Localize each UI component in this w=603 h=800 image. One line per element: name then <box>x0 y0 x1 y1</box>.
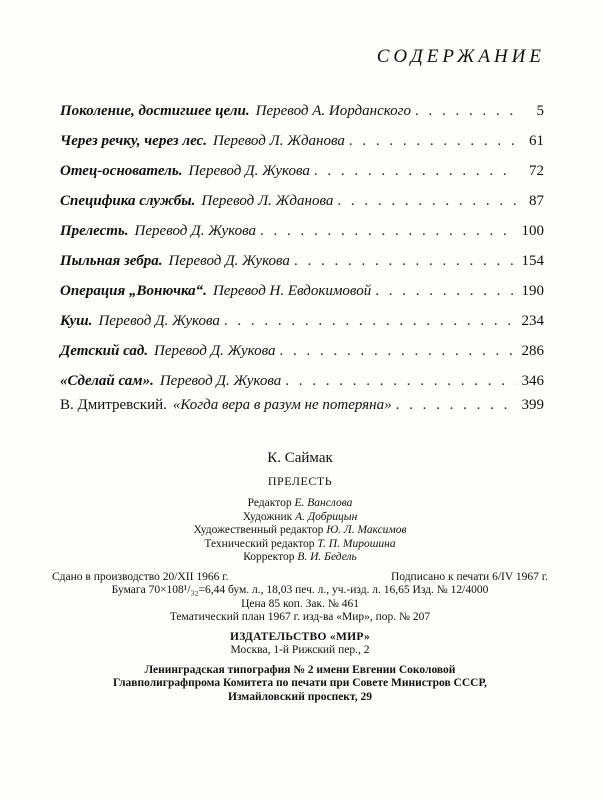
toc-entry <box>60 103 544 133</box>
book-title: ПРЕЛЕСТЬ <box>267 473 333 488</box>
dot-leader <box>314 163 516 180</box>
printer-line: Главполиграфпрома Комитета по печати при Совете Министров СССР, <box>113 677 487 689</box>
toc-page: 5 <box>536 103 544 119</box>
dot-leader <box>294 253 516 270</box>
toc-page: 234 <box>521 313 544 329</box>
paper-format: Бумага 70×108¹/₃₂=6,44 бум. л., 18,03 печ. л., уч.-изд. л. 16,65 Изд. № 12/4000 <box>111 584 489 596</box>
toc-title: Отец-основатель. <box>60 163 183 179</box>
toc-translator: Перевод Д. Жукова <box>188 163 310 179</box>
dot-leader <box>285 373 516 390</box>
toc-entry <box>60 193 544 223</box>
afterword-title: «Когда вера в разум не потеряна» <box>172 397 392 413</box>
credit-role: Редактор <box>247 497 292 509</box>
thematic-plan: Тематический план 1967 г. изд-ва «Мир», пор. № 207 <box>169 611 431 623</box>
printer-line: Измайловский проспект, 29 <box>228 690 372 703</box>
credit-name: Е. Ванслова <box>294 497 353 509</box>
toc-page: 190 <box>521 283 544 299</box>
toc-translator: Перевод А. Иорданского <box>255 103 412 119</box>
toc-afterword <box>60 397 544 421</box>
toc-title: Прелесть. <box>60 223 129 239</box>
toc-title: Пыльная зебра. <box>60 253 163 269</box>
production-info <box>50 571 550 625</box>
toc-translator: Перевод Л. Жданова <box>212 133 345 149</box>
toc-translator: Перевод Н. Евдокимовой <box>212 283 372 299</box>
dot-leader <box>349 133 516 150</box>
afterword-author: В. Дмитревский. <box>60 397 167 413</box>
credit-role: Художник <box>242 510 293 523</box>
production-sent-date: Сдано в производство 20/XII 1966 г. <box>52 570 229 583</box>
toc-entry <box>60 313 544 343</box>
toc-title: «Сделай сам». <box>60 373 154 389</box>
toc-translator: Перевод Д. Жукова <box>98 313 220 329</box>
toc-entry <box>60 343 544 373</box>
toc-title: Специфика службы. <box>60 193 196 209</box>
toc-page: 399 <box>521 397 544 413</box>
credit-line <box>50 551 550 565</box>
print-signed-date: Подписано к печати 6/IV 1967 г. <box>390 570 548 583</box>
toc-entry <box>60 283 544 313</box>
credit-role: Технический редактор <box>204 537 315 550</box>
toc-translator: Перевод Д. Жукова <box>134 223 256 239</box>
toc-translator: Перевод Л. Жданова <box>201 193 334 209</box>
toc-page: 346 <box>521 373 544 389</box>
contents-heading: СОДЕРЖАНИЕ <box>376 46 545 67</box>
printer-info <box>50 664 550 705</box>
toc-translator: Перевод Д. Жукова <box>168 253 290 269</box>
publisher-address: Москва, 1-й Рижский пер., 2 <box>230 644 370 656</box>
credit-line <box>50 511 550 525</box>
toc-page: 286 <box>521 343 544 359</box>
toc-title: Детский сад. <box>60 343 149 359</box>
credit-line <box>50 497 550 511</box>
toc-page: 87 <box>529 193 544 209</box>
dot-leader <box>415 103 516 120</box>
table-of-contents <box>60 103 544 421</box>
dot-leader <box>396 397 516 414</box>
imprint-block <box>50 452 550 704</box>
publisher-name: ИЗДАТЕЛЬСТВО «МИР» <box>229 630 371 643</box>
toc-entry <box>60 163 544 193</box>
printer-line: Ленинградская типография № 2 имени Евгении Соколовой <box>144 663 456 676</box>
credit-line <box>50 538 550 552</box>
dot-leader <box>279 343 516 360</box>
dot-leader <box>224 313 516 330</box>
credit-name: Ю. Л. Максимов <box>326 524 407 536</box>
toc-title: Куш. <box>60 313 93 329</box>
toc-entry <box>60 253 544 283</box>
production-dates <box>50 571 550 585</box>
dot-leader <box>375 283 516 300</box>
credits <box>50 497 550 565</box>
credit-name: Т. П. Мирошина <box>317 537 396 550</box>
dot-leader <box>260 223 516 240</box>
dot-leader <box>337 193 516 210</box>
toc-entry <box>60 223 544 253</box>
book-author: К. Саймак <box>267 450 333 466</box>
toc-page: 72 <box>529 163 544 179</box>
credit-name: В. И. Бедель <box>297 551 357 563</box>
credit-line <box>50 524 550 538</box>
toc-translator: Перевод Д. Жукова <box>159 373 282 389</box>
toc-title: Через речку, через лес. <box>60 133 207 149</box>
credit-role: Корректор <box>243 551 295 563</box>
toc-entry <box>60 133 544 163</box>
toc-title: Поколение, достигшее цели. <box>60 103 250 119</box>
toc-page: 61 <box>529 133 544 149</box>
toc-translator: Перевод Д. Жукова <box>154 343 276 359</box>
credit-name: А. Добрицын <box>295 510 358 523</box>
price-order: Цена 85 коп. Зак. № 461 <box>241 597 359 610</box>
toc-page: 154 <box>521 253 544 269</box>
toc-title: Операция „Вонючка“. <box>60 283 207 299</box>
toc-page: 100 <box>521 223 544 239</box>
publisher-info <box>50 631 550 658</box>
credit-role: Художественный редактор <box>193 524 324 536</box>
